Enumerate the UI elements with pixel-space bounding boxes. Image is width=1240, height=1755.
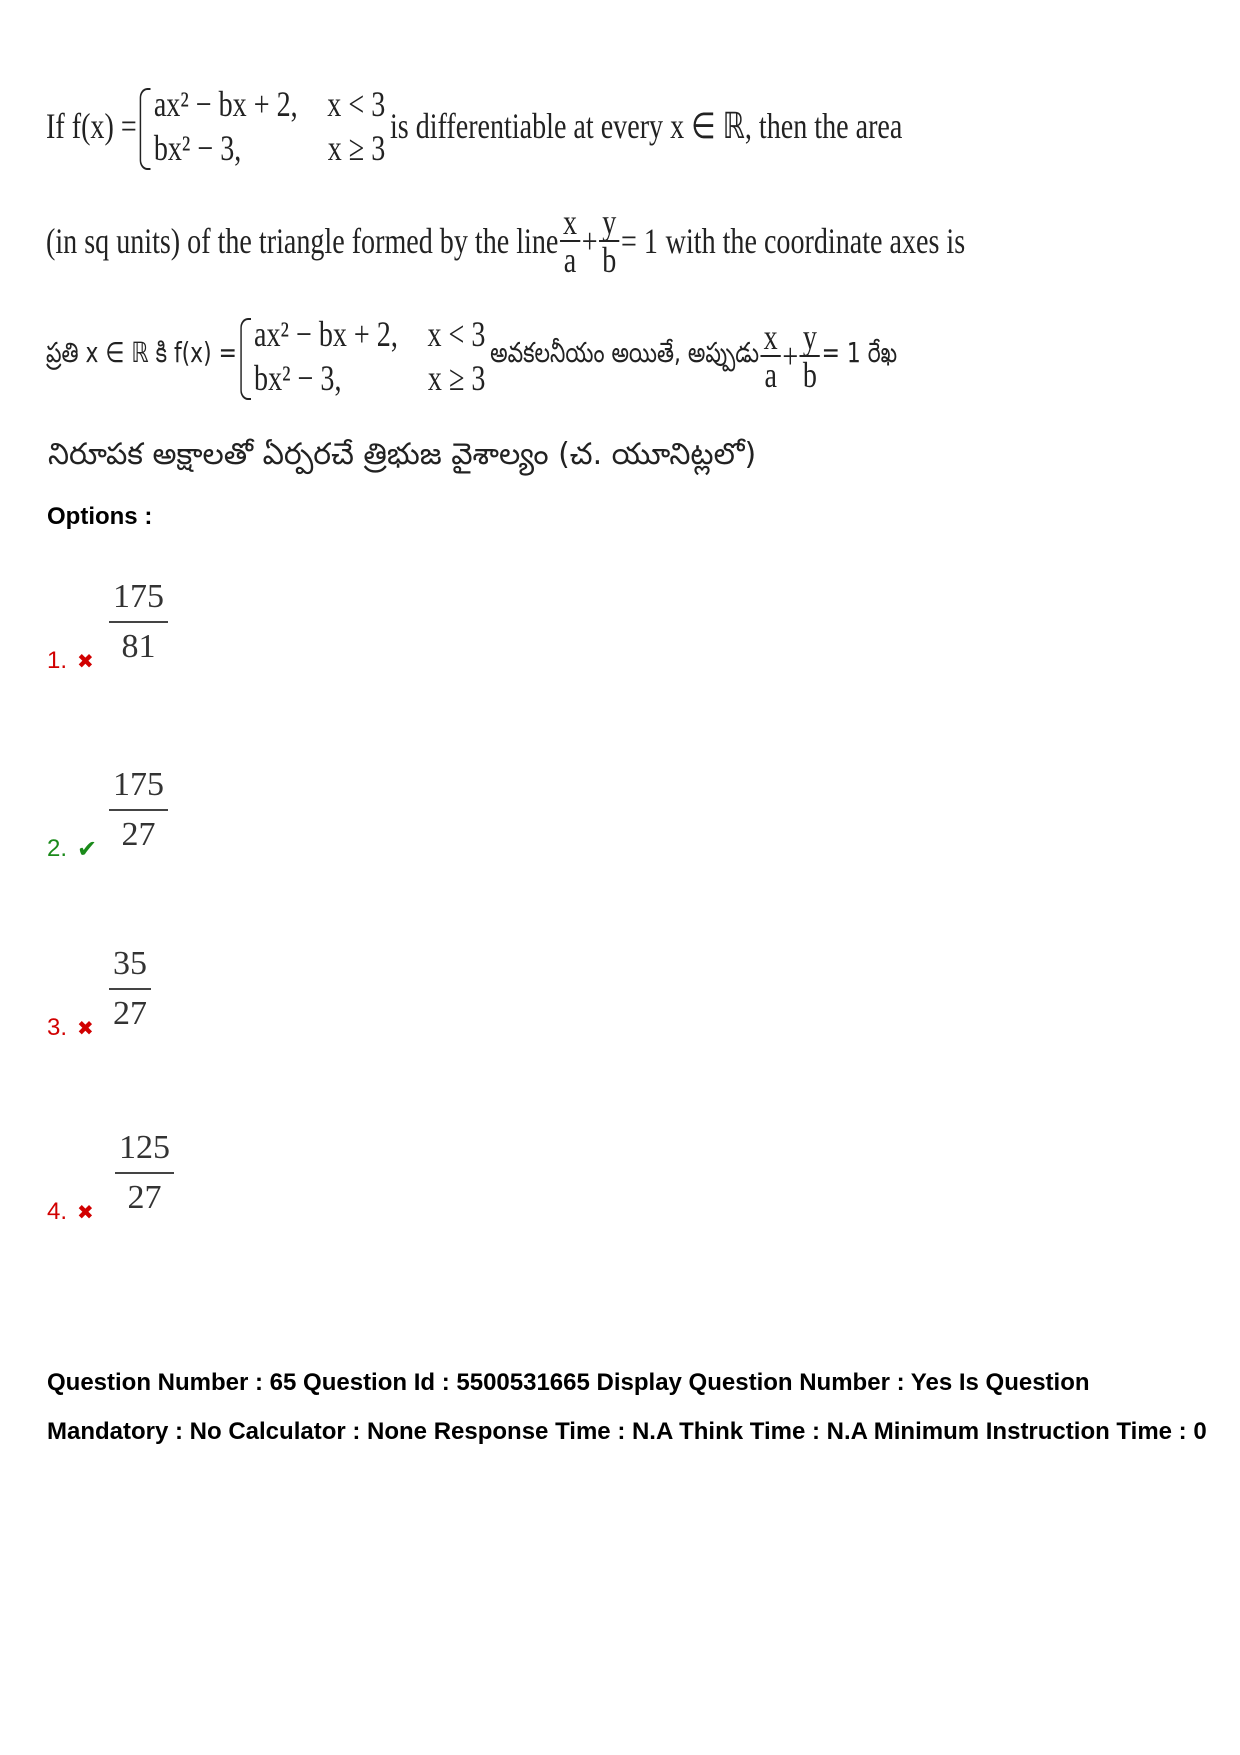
option-3 — [47, 940, 347, 1060]
piecewise-function — [240, 312, 485, 400]
option-fraction — [115, 1124, 174, 1222]
correct-check-icon: ✔ — [77, 836, 98, 863]
fraction-x-over-a — [560, 204, 580, 278]
plus-sign: + — [581, 221, 598, 261]
case-1-expr: ax² − bx + 2, — [254, 314, 398, 354]
fraction-x-over-a — [761, 319, 781, 393]
option-1 — [47, 573, 347, 693]
case-1-cond: x < 3 — [327, 84, 386, 124]
option-denominator: 27 — [121, 816, 156, 853]
option-numerator: 175 — [109, 573, 168, 623]
fraction-y-over-b — [800, 319, 820, 393]
option-numerator: 35 — [109, 940, 151, 990]
case-2-cond: x ≥ 3 — [327, 128, 386, 168]
frac-den: a — [764, 355, 777, 395]
case-2-cond: x ≥ 3 — [427, 358, 486, 398]
case-1 — [254, 312, 485, 356]
telugu-line-1 — [46, 312, 897, 400]
case-2 — [254, 356, 485, 400]
frac-num: y — [800, 319, 820, 357]
equals-one-rekha: = 1 రేఖ — [821, 336, 898, 369]
question-english — [46, 82, 1144, 280]
frac-den: b — [602, 240, 617, 280]
options-label: Options : — [47, 503, 153, 530]
question-line-1 — [46, 82, 902, 170]
left-brace — [140, 88, 151, 170]
question-text-1: is differentiable at every x ∈ ℝ, then the area — [389, 106, 903, 146]
option-number: 3. — [47, 1014, 68, 1041]
option-number: 4. — [47, 1198, 68, 1225]
wrong-mark-icon: ✖ — [77, 1018, 94, 1040]
question-text-2: (in sq units) of the triangle formed by the line — [46, 221, 559, 261]
question-line-2 — [46, 204, 965, 278]
option-fraction — [109, 573, 168, 671]
frac-den: a — [563, 240, 577, 280]
frac-num: x — [560, 204, 580, 242]
option-number: 2. — [47, 835, 68, 862]
case-1-cond: x < 3 — [427, 314, 486, 354]
option-fraction — [109, 940, 151, 1038]
left-brace — [240, 318, 251, 400]
case-2-expr: bx² − 3, — [153, 128, 242, 168]
fx-label: If f(x) = — [46, 106, 137, 146]
question-telugu — [46, 312, 1137, 472]
option-numerator: 175 — [109, 761, 168, 811]
option-denominator: 27 — [127, 1179, 162, 1216]
case-2-expr: bx² − 3, — [254, 358, 342, 398]
frac-num: x — [761, 319, 781, 357]
option-denominator: 27 — [113, 995, 147, 1032]
wrong-mark-icon: ✖ — [77, 1202, 94, 1224]
option-denominator: 81 — [121, 628, 156, 665]
question-text-3: with the coordinate axes is — [665, 221, 966, 261]
question-metadata: Question Number : 65 Question Id : 5500531665 Display Question Number : Yes Is Question Mandatory : No Calculator : None Response Time : N.A Think Time : N.A Minimum Instruction Time : 0 — [47, 1369, 1207, 1445]
option-numerator: 125 — [115, 1124, 174, 1174]
wrong-mark-icon: ✖ — [77, 651, 94, 673]
option-fraction — [109, 761, 168, 859]
case-1 — [154, 82, 385, 126]
option-number: 1. — [47, 647, 68, 674]
telugu-prefix: ప్రతి x ∈ ℝ కి f(x) = — [46, 336, 237, 369]
frac-den: b — [802, 355, 817, 395]
telugu-text-1: అవకలనీయం అయితే, అప్పుడు — [490, 336, 760, 369]
equals-one: = 1 — [620, 221, 658, 261]
option-4 — [47, 1124, 347, 1244]
case-2 — [154, 126, 385, 170]
option-2 — [47, 761, 347, 881]
case-1-expr: ax² − bx + 2, — [153, 84, 298, 124]
telugu-line-2: నిరూపక అక్షాలతో ఏర్పరచే త్రిభుజ వైశాల్యం (చ. యూనిట్లలో) — [48, 437, 757, 472]
piecewise-function — [140, 82, 385, 170]
fraction-y-over-b — [599, 204, 619, 278]
plus-sign: + — [782, 336, 799, 376]
frac-num: y — [599, 204, 619, 242]
